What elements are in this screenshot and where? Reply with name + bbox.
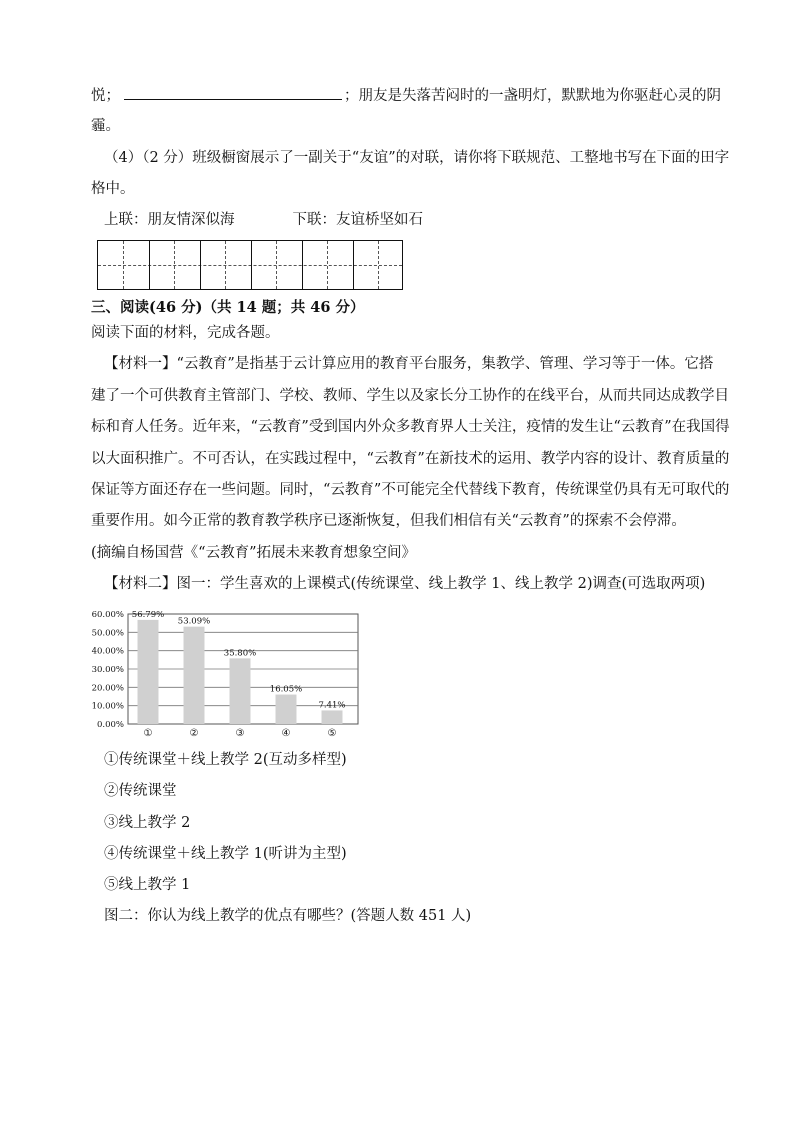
y-tick-label: 60.00% [91, 610, 124, 620]
bar-chart [88, 604, 368, 740]
grid-cell-midline [327, 241, 328, 289]
q4-line-2: 格中。 [91, 181, 135, 197]
grid-cell-divider [149, 241, 150, 289]
x-tick-label: ② [189, 728, 199, 739]
y-tick-label: 30.00% [91, 665, 124, 675]
q3-line-1-post: ；朋友是失落苦闷时的一盏明灯，默默地为你驱赶心灵的阴 [344, 88, 721, 104]
bar [230, 658, 251, 724]
bar [138, 620, 159, 724]
y-tick-label: 40.00% [91, 646, 124, 657]
section-instruction: 阅读下面的材料，完成各题。 [91, 325, 280, 341]
section-heading: 三、阅读(46 分)（共 14 题；共 46 分） [91, 299, 365, 316]
figure2-caption: 图二：你认为线上教学的优点有哪些？(答题人数 451 人) [104, 908, 472, 924]
grid-cell-divider [353, 241, 354, 289]
legend-item: ③线上教学 2 [104, 815, 191, 831]
data-label: 53.09% [177, 616, 211, 627]
bar [276, 695, 297, 724]
x-tick-label: ④ [281, 728, 291, 739]
material1-line: 以大面积推广。不可否认，在实践过程中，“云教育”在新技术的运用、教学内容的设计、教育质量的 [91, 451, 730, 467]
legend-item: ④传统课堂＋线上教学 1(听讲为主型) [104, 846, 347, 862]
grid-cell-midline [225, 241, 226, 289]
grid-cell-divider [251, 241, 252, 289]
y-tick-label: 10.00% [91, 701, 124, 712]
material1-line: 【材料一】“云教育”是指基于云计算应用的教育平台服务，集教学、管理、学习等于一体。它搭 [104, 356, 714, 372]
q3-line-1 [91, 85, 721, 106]
legend-item: ⑤线上教学 1 [104, 877, 191, 893]
material1-line: 保证等方面还存在一些问题。同时，“云教育”不可能完全代替线下教育，传统课堂仍具有无可取代的 [91, 482, 730, 498]
material1-source: (摘编自杨国营《“云教育”拓展未来教育想象空间》 [91, 545, 416, 561]
data-label: 35.80% [223, 648, 257, 659]
y-tick-label: 20.00% [91, 683, 124, 694]
y-tick-label: 50.00% [91, 628, 124, 639]
grid-midline [98, 265, 402, 266]
legend-item: ①传统课堂＋线上教学 2(互动多样型) [104, 752, 347, 768]
x-tick-label: ⑤ [327, 728, 337, 739]
writing-grid[interactable] [97, 240, 403, 290]
grid-cell-midline [123, 241, 124, 289]
material1-line: 标和育人任务。近年来，“云教育”受到国内外众多教育界人士关注，疫情的发生让“云教育”在我国得 [91, 419, 730, 435]
grid-cell-midline [276, 241, 277, 289]
y-tick-label: 0.00% [96, 720, 124, 730]
material1-line: 重要作用。如今正常的教育教学秩序已逐渐恢复，但我们相信有关“云教育”的探索不会停滞。 [91, 513, 686, 529]
legend-item: ②传统课堂 [104, 783, 177, 799]
x-tick-label: ① [143, 728, 153, 739]
grid-cell-midline [378, 241, 379, 289]
data-label: 56.79% [131, 609, 165, 620]
q4-line-1: （4）（2 分）班级橱窗展示了一副关于“友谊”的对联，请你将下联规范、工整地书写在下面的田字 [104, 150, 730, 166]
q3-line-2: 霾。 [91, 118, 120, 134]
material2-caption: 【材料二】图一：学生喜欢的上课模式(传统课堂、线上教学 1、线上教学 2)调查(可选取两项) [104, 576, 706, 592]
grid-cell-midline [174, 241, 175, 289]
grid-cell-divider [302, 241, 303, 289]
answer-blank[interactable] [124, 85, 342, 100]
bar [322, 710, 343, 724]
bar [184, 627, 205, 724]
x-tick-label: ③ [235, 728, 245, 739]
grid-cell-divider [200, 241, 201, 289]
data-label: 16.05% [269, 684, 303, 695]
q3-line-1-pre: 悦； [91, 88, 120, 104]
data-label: 7.41% [318, 700, 346, 711]
couplet-text: 上联：朋友情深似海 下联：友谊桥坚如石 [104, 212, 423, 228]
material1-line: 建了一个可供教育主管部门、学校、教师、学生以及家长分工协作的在线平台，从而共同达成教学目 [91, 388, 729, 404]
